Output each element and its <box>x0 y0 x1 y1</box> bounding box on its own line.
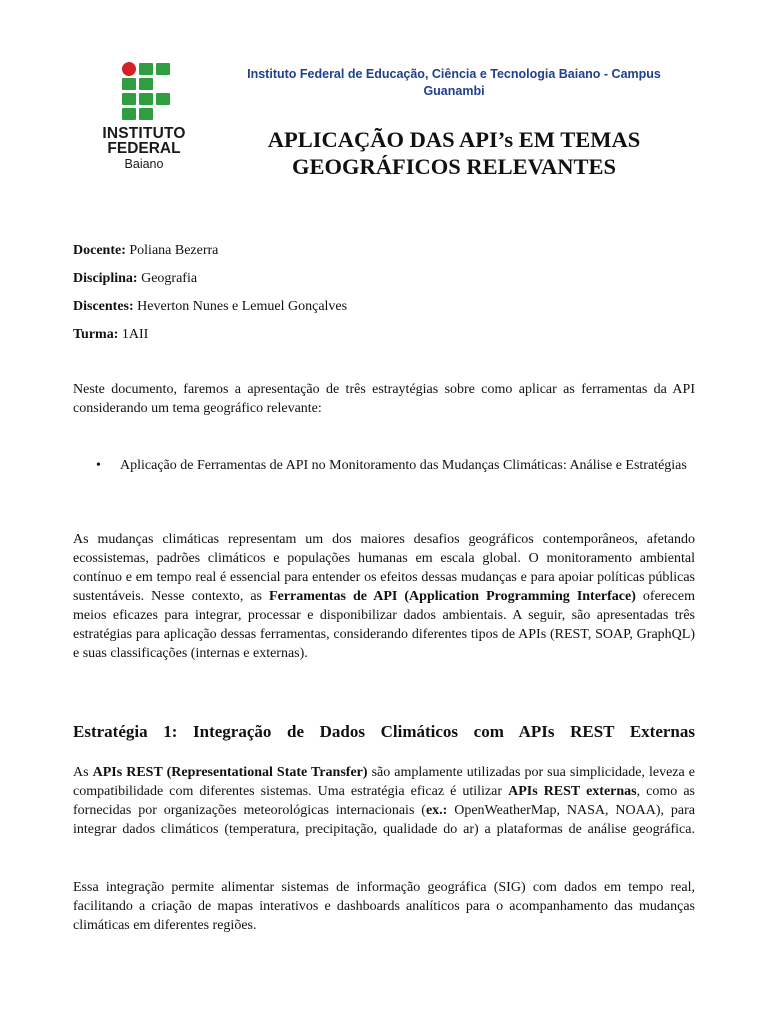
logo-red-dot <box>122 62 136 76</box>
text-run: , como as fornecidas por organizações meteorológicas internacionais ( <box>73 784 696 818</box>
meta-value: Geografia <box>137 271 198 286</box>
strategy1-paragraph-2: Essa integração permite alimentar sistemas de informação geográfica (SIG) com dados em tempo real, facilitando a criação de mapas interativos e dashboards analíticos para o acompanhamento das mudanças climáticas em diferentes regiões. <box>73 880 695 933</box>
meta-value: Heverton Nunes e Lemuel Gonçalves <box>133 299 348 314</box>
logo-square <box>139 63 153 75</box>
strategy1-paragraph-1 <box>73 763 695 839</box>
bold-term: ex.: <box>425 803 448 818</box>
document-meta <box>73 241 347 353</box>
logo-square <box>139 93 153 105</box>
document-title: APLICAÇÃO DAS API’s EM TEMAS GEOGRÁFICOS RELEVANTES <box>267 127 641 179</box>
logo-square <box>122 78 136 90</box>
text-run: OpenWeatherMap, NASA, NOAA), para integrar dados climáticos (temperatura, precipitação, qualidade do ar) a plataformas de análise geográfica. <box>73 803 695 837</box>
logo-square <box>122 108 136 120</box>
meta-docente <box>73 241 347 269</box>
bold-term: APIs REST externas <box>508 784 637 799</box>
text-run: são amplamente utilizadas por sua simplicidade, leveza e compatibilidade com diferentes sistemas. Uma estratégia eficaz é utilizar <box>73 765 695 799</box>
meta-label: Discentes: <box>73 299 134 314</box>
bullet-icon: • <box>96 458 101 473</box>
meta-value: Poliana Bezerra <box>125 243 219 258</box>
bullet-text: Aplicação de Ferramentas de API no Monitoramento das Mudanças Climáticas: Análise e Estratégias <box>120 458 687 473</box>
logo-mark-icon <box>122 62 170 122</box>
bullet-list <box>96 456 696 475</box>
logo-square <box>156 63 170 75</box>
logo-line-3: Baiano <box>124 157 164 171</box>
institution-name: Instituto Federal de Educação, Ciência e Tecnologia Baiano - Campus Guanambi <box>247 67 661 98</box>
meta-turma <box>73 325 347 353</box>
meta-label: Docente: <box>73 243 126 258</box>
text-run: As mudanças climáticas representam um dos maiores desafios geográficos contemporâneos, afetando ecossistemas, padrões climáticos e populações humanas em escala global. O monitoramento ambiental contínuo e em tempo real é essencial para entender os efeitos dessas mudanças e para apoiar políticas públicas sustentáveis. Nesse contexto, as <box>73 532 695 604</box>
context-paragraph <box>73 530 695 663</box>
section-title-strategy-1: Estratégia 1: Integração de Dados Climáticos com APIs REST Externas <box>73 722 695 741</box>
meta-disciplina <box>73 269 347 297</box>
bold-term: APIs REST (Representational State Transfer) <box>92 765 368 780</box>
logo-square <box>156 93 170 105</box>
logo-square <box>122 93 136 105</box>
intro-paragraph: Neste documento, faremos a apresentação de três estraytégias sobre como aplicar as ferramentas da API considerando um tema geográfico relevante: <box>73 382 695 416</box>
logo-line-2: FEDERAL <box>107 140 181 157</box>
logo-square <box>139 108 153 120</box>
meta-label: Turma: <box>73 327 119 342</box>
logo-line-1: INSTITUTO <box>102 125 186 142</box>
logo-text <box>92 126 196 172</box>
meta-label: Disciplina: <box>73 271 138 286</box>
text-run: As <box>73 765 93 780</box>
meta-discentes <box>73 297 347 325</box>
bold-term: Ferramentas de API (Application Programming Interface) <box>269 589 636 604</box>
list-item <box>96 456 696 475</box>
logo-square <box>139 78 153 90</box>
text-run: oferecem meios eficazes para integrar, processar e disponibilizar dados ambientais. A seguir, são apresentadas três estratégias para aplicação dessas ferramentas, considerando diferentes tipos de APIs (REST, SOAP, GraphQL) e suas classificações (internas e externas). <box>73 589 695 661</box>
meta-value: 1AII <box>118 327 149 342</box>
